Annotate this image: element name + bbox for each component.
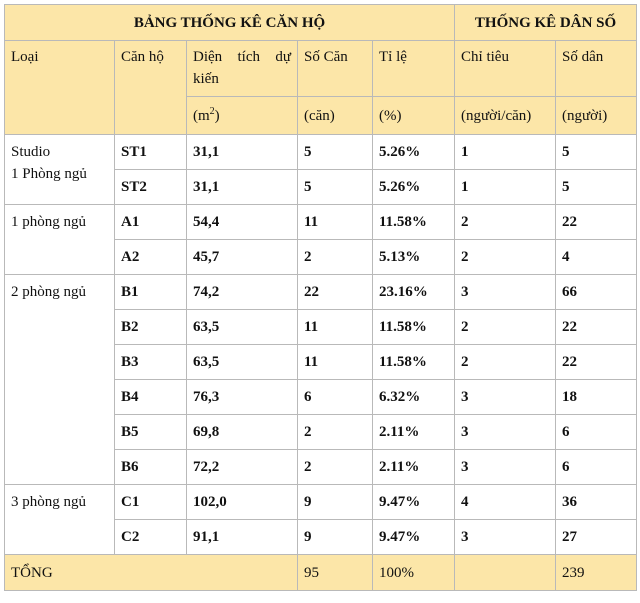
col-header-ratio: Tỉ lệ — [373, 41, 455, 97]
cell-code: ST2 — [115, 170, 187, 205]
cell-count: 6 — [298, 380, 373, 415]
table-row — [5, 135, 637, 170]
cell-quota: 2 — [455, 240, 556, 275]
cell-population: 18 — [556, 380, 637, 415]
cell-count: 2 — [298, 450, 373, 485]
group-label: 2 phòng ngủ — [5, 275, 115, 485]
cell-code: B2 — [115, 310, 187, 345]
cell-code: B6 — [115, 450, 187, 485]
cell-population: 22 — [556, 345, 637, 380]
unit-area — [187, 97, 298, 135]
cell-quota: 3 — [455, 520, 556, 555]
group-label: 3 phòng ngủ — [5, 485, 115, 555]
cell-population: 66 — [556, 275, 637, 310]
cell-quota: 2 — [455, 345, 556, 380]
col-header-count: Số Căn — [298, 41, 373, 97]
cell-quota: 2 — [455, 310, 556, 345]
apartment-statistics-table — [4, 4, 637, 591]
cell-ratio: 2.11% — [373, 450, 455, 485]
cell-area: 91,1 — [187, 520, 298, 555]
group-label — [5, 135, 115, 205]
cell-count: 5 — [298, 135, 373, 170]
total-row — [5, 555, 637, 591]
table-container — [4, 4, 637, 591]
population-stats-title: THỐNG KÊ DÂN SỐ — [455, 5, 637, 41]
cell-count: 2 — [298, 240, 373, 275]
cell-ratio: 11.58% — [373, 205, 455, 240]
cell-quota: 3 — [455, 275, 556, 310]
cell-quota: 3 — [455, 415, 556, 450]
total-quota — [455, 555, 556, 591]
unit-population: (người) — [556, 97, 637, 135]
group-label: 1 phòng ngủ — [5, 205, 115, 275]
cell-code: B5 — [115, 415, 187, 450]
cell-ratio: 6.32% — [373, 380, 455, 415]
cell-area: 54,4 — [187, 205, 298, 240]
cell-area: 31,1 — [187, 135, 298, 170]
cell-ratio: 5.26% — [373, 135, 455, 170]
cell-ratio: 11.58% — [373, 310, 455, 345]
cell-quota: 1 — [455, 135, 556, 170]
cell-ratio: 23.16% — [373, 275, 455, 310]
cell-area: 76,3 — [187, 380, 298, 415]
cell-area: 63,5 — [187, 345, 298, 380]
cell-count: 11 — [298, 345, 373, 380]
table-row — [5, 205, 637, 240]
cell-population: 4 — [556, 240, 637, 275]
unit-ratio: (%) — [373, 97, 455, 135]
cell-code: ST1 — [115, 135, 187, 170]
total-population: 239 — [556, 555, 637, 591]
col-header-type: Loại — [5, 41, 115, 135]
col-header-quota: Chỉ tiêu — [455, 41, 556, 97]
cell-area: 31,1 — [187, 170, 298, 205]
cell-count: 11 — [298, 205, 373, 240]
cell-count: 9 — [298, 520, 373, 555]
cell-area: 74,2 — [187, 275, 298, 310]
cell-ratio: 11.58% — [373, 345, 455, 380]
unit-area-base: (m — [193, 107, 210, 124]
table-row — [5, 485, 637, 520]
cell-ratio: 9.47% — [373, 520, 455, 555]
cell-area: 72,2 — [187, 450, 298, 485]
cell-population: 22 — [556, 205, 637, 240]
cell-count: 2 — [298, 415, 373, 450]
cell-code: B1 — [115, 275, 187, 310]
unit-count: (căn) — [298, 97, 373, 135]
cell-population: 22 — [556, 310, 637, 345]
cell-population: 5 — [556, 135, 637, 170]
cell-ratio: 5.26% — [373, 170, 455, 205]
cell-ratio: 5.13% — [373, 240, 455, 275]
cell-area: 63,5 — [187, 310, 298, 345]
cell-area: 69,8 — [187, 415, 298, 450]
cell-population: 36 — [556, 485, 637, 520]
unit-quota: (người/căn) — [455, 97, 556, 135]
cell-quota: 2 — [455, 205, 556, 240]
cell-quota: 3 — [455, 450, 556, 485]
group-label-line: Studio 1 Phòng ngủ — [11, 144, 87, 182]
table-row — [5, 275, 637, 310]
cell-quota: 3 — [455, 380, 556, 415]
total-ratio: 100% — [373, 555, 455, 591]
col-header-unit: Căn hộ — [115, 41, 187, 135]
cell-population: 27 — [556, 520, 637, 555]
cell-count: 5 — [298, 170, 373, 205]
cell-quota: 4 — [455, 485, 556, 520]
cell-ratio: 2.11% — [373, 415, 455, 450]
cell-code: B4 — [115, 380, 187, 415]
cell-code: B3 — [115, 345, 187, 380]
cell-area: 102,0 — [187, 485, 298, 520]
cell-count: 11 — [298, 310, 373, 345]
cell-ratio: 9.47% — [373, 485, 455, 520]
unit-area-close: ) — [214, 107, 220, 124]
cell-code: C1 — [115, 485, 187, 520]
col-header-area: Diện tích dự kiến — [187, 41, 298, 97]
cell-population: 5 — [556, 170, 637, 205]
cell-population: 6 — [556, 450, 637, 485]
cell-count: 22 — [298, 275, 373, 310]
cell-population: 6 — [556, 415, 637, 450]
unit-area-exp: 2 — [209, 105, 215, 117]
cell-count: 9 — [298, 485, 373, 520]
cell-code: A1 — [115, 205, 187, 240]
cell-quota: 1 — [455, 170, 556, 205]
apartment-stats-title: BẢNG THỐNG KÊ CĂN HỘ — [5, 5, 455, 41]
cell-code: C2 — [115, 520, 187, 555]
total-count: 95 — [298, 555, 373, 591]
cell-area: 45,7 — [187, 240, 298, 275]
total-label: TỔNG — [5, 555, 298, 591]
cell-code: A2 — [115, 240, 187, 275]
col-header-population: Số dân — [556, 41, 637, 97]
